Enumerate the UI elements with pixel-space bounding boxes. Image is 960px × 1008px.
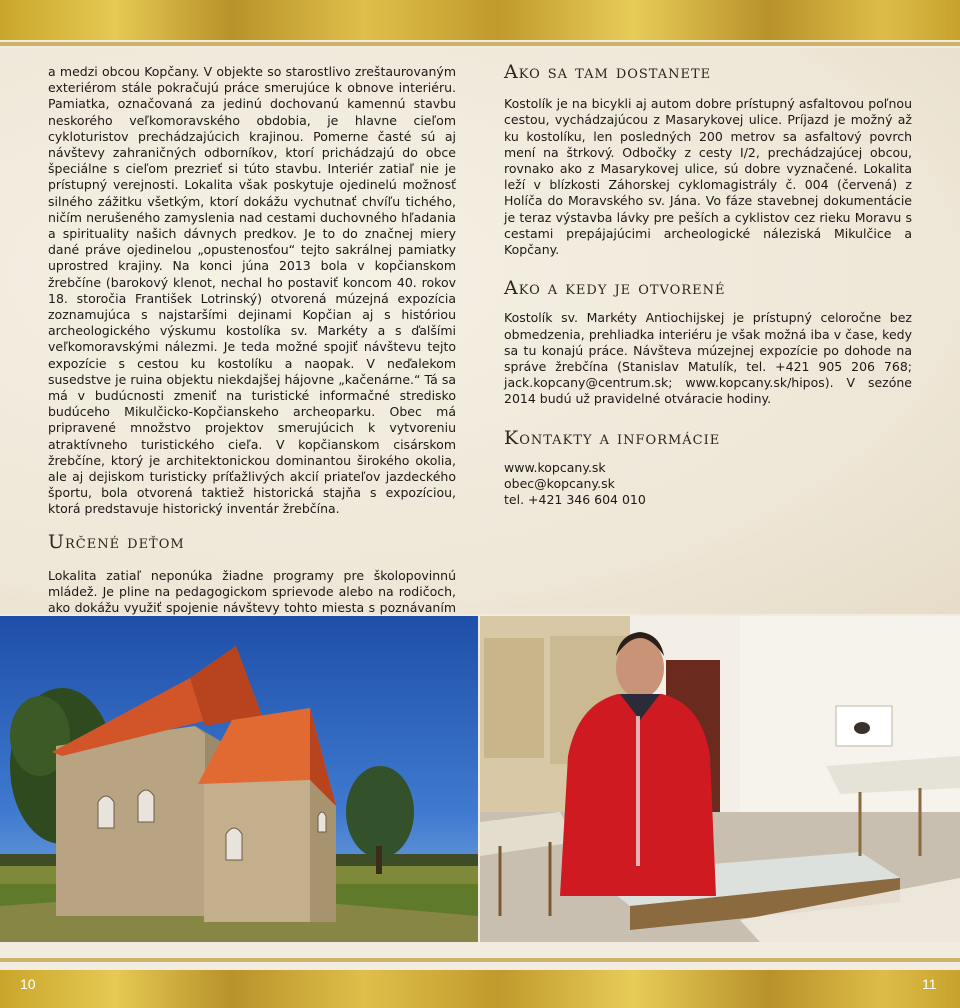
intro-paragraph: a medzi obcou Kopčany. V objekte so starostlivo zreštaurovaným exteriérom stále pokračujú práce smerujúce k obnove interiéru. Pamiatka, označovaná za jedinú dochovanú kamennú stavbu neskorého veľkomoravského obdobia, je hlavne cieľom cykloturistov prechádzajúcich krajinou. Pomerne časté sú aj návštevy zahraničných odborníkov, ktorí prichádzajú do obce špeciálne s cieľom prezrieť si túto stavbu. Interiér zatiaľ nie je prístupný verejnosti. Lokalita však poskytuje ojedinelú možnosť silného zážitku všetkým, ktorí dokážu vychutnať chvíľu tichého, ničím nerušeného zamyslenia nad cestami duchovného hľadania a spirituality našich dávnych predkov. Je to do značnej miery dané práve ojedinelou „opustenosťou“ tejto sakrálnej pamiatky uprostred krajiny. Na konci júna 2013 bola v kopčianskom žrebčíne (barokový klenot, nechal ho postaviť koncom 40. rokov 18. storočia František Lotrinský) otvorená múzejná expozícia zoznamujúca s najstaršími dejinami Kopčian aj s históriou archeologického výskumu kostolíka sv. Markéty a s ďalšími veľkomoravskými nálezmi. Je teda možné spojiť návštevu tejto expozície s cestou ku kostolíku a naopak. V neďalekom susedstve je ruina objektu niekdajšej hájovne „kačenárne.“ Tá sa má v budúcnosti zmeniť na turistické informačné stredisko budúceho Mikulčicko-Kopčianskeho archeoparku. Obec má pripravené množstvo projektov smerujúcich k vytvoreniu atraktívneho turistického cieľa. V kopčianskom cisárskom žrebčíne, ktorý je architektonickou dominantou širokého okolia, ale aj dejiskom turisticky príťažlivých akcií priateľov jazdeckého športu, bola otvorená taktiež historická stajňa s expozíciou, ktorá predstavuje historický inventár žrebčína. (48, 64, 456, 517)
heading-hours: Ako a kedy je otvorené (504, 277, 726, 300)
children-paragraph: Lokalita zatiaľ neponúka žiadne programy pre školopovinnú mládež. Je pline na pedagogickom sprievode alebo na rodičoch, ako dokážu využiť spojenie návštevy tohto miesta s poznávaním (48, 567, 456, 616)
top-decorative-band (0, 0, 960, 40)
contact-email: obec@kopcany.sk (504, 475, 615, 491)
heading-contacts: Kontakty a informácie (504, 426, 721, 449)
heading-directions: Ako sa tam dostanete (504, 61, 712, 83)
bottom-decorative-band (0, 970, 960, 1008)
museum-photo (480, 616, 960, 942)
church-photo (0, 616, 478, 942)
hours-paragraph: Kostolík sv. Markéty Antiochijskej je prístupný celoročne bez obmedzenia, prehliadka interiéru je však možná iba v čase, kedy sa tu konajú práce. Návšteva múzejnej expozície po dohode na správe žrebčína (Stanislav Matulík, tel. +421 905 206 768; jack.kopcany@centrum.sk; www.kopcany.sk/hipos). V sezóne 2014 budú už pravidelné otváracie hodiny. (504, 310, 912, 407)
contacts-block (504, 460, 912, 508)
left-column (48, 64, 456, 633)
right-column (504, 61, 912, 508)
page-number-left: 10 (20, 976, 36, 992)
heading-children: Určené deťom (48, 530, 185, 553)
contact-web: www.kopcany.sk (504, 459, 606, 475)
page-number-right: 11 (922, 976, 937, 992)
directions-paragraph: Kostolík je na bicykli aj autom dobre prístupný asfaltovou poľnou cestou, vychádzajúcou z Masarykovej ulice. Príjazd je možný až ku kostolíku, len posledných 200 metrov sa asfaltový povrch mení na štrkový. Odbočky z cesty I/2, prechádzajúcej obcou, rovnako ako z Masarykovej ulice, sú dobre vyznačené. Lokalita leží v blízkosti Záhorskej cyklomagistrály č. 004 (červená) z Holíča do Moravského sv. Jána. Vo fáze stavebnej dokumentácie je teraz výstavba lávky pre peších a cyklistov cez rieku Moravu s cestami prepájajúcimi archeologické náleziská Mikulčice a Kopčany. (504, 96, 912, 258)
top-rule (0, 42, 960, 46)
contact-phone: tel. +421 346 604 010 (504, 491, 646, 507)
bottom-rule (0, 958, 960, 962)
